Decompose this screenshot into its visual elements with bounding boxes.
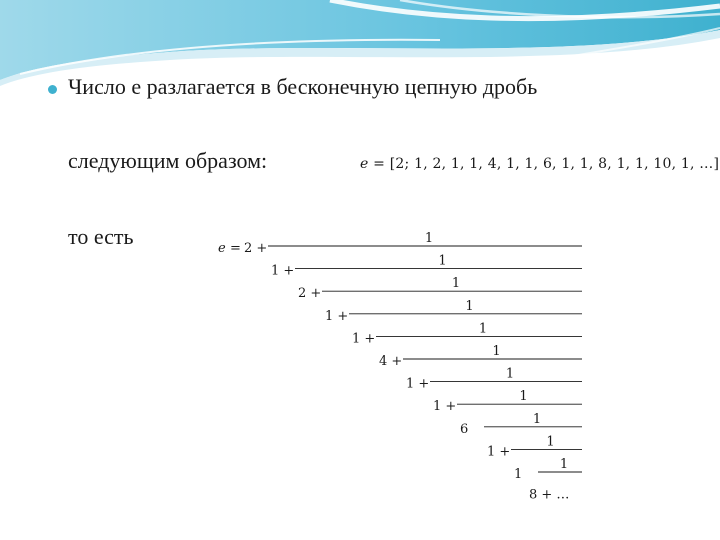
fraction-equals: = [230,241,241,256]
fraction-term: 2 + [244,241,268,256]
fraction-term: 1 [514,467,523,482]
fraction-numerator: 1 [478,321,488,337]
fraction-numerator: 1 [532,411,542,427]
fraction-term: 1 + [271,263,295,279]
fraction-term: 1 + [325,308,349,324]
series-formula [360,156,719,172]
fraction-numerator: 1 [451,276,461,292]
fraction-term: 1 + [487,444,511,460]
fraction-numerator: 1 [519,389,528,405]
fraction-numerator: 1 [546,434,555,450]
fraction-numerator: 1 [424,231,434,246]
bullet-text: Число е разлагается в бесконечную цепную дробь [68,74,538,99]
fraction-numerator: 1 [438,253,447,269]
fraction-numerator: 1 [505,366,515,382]
fraction-term: 1 + [406,376,430,392]
fraction-numerator: 1 [492,344,501,359]
fraction-numerator: 1 [465,298,474,314]
continued-fraction [216,226,588,503]
series-expression: [2; 1, 2, 1, 1, 4, 1, 1, 6, 1, 1, 8, 1, 1, 10, 1, …] [389,156,720,172]
bullet-dot-icon [48,85,57,94]
fraction-term: 1 + [433,399,457,415]
fraction-term: 1 + [352,331,376,347]
line-following-way: следующим образом: [68,148,268,173]
fraction-lhs: e [218,241,226,256]
fraction-term: 4 + [379,354,403,369]
fraction-term: 6 [460,421,469,437]
fraction-term: 2 + [298,286,322,302]
series-lhs: e [360,156,369,172]
fraction-tail: 8 + … [529,487,570,503]
fraction-numerator: 1 [559,457,569,472]
series-equals: = [373,156,386,172]
line-that-is: то есть [68,224,134,249]
